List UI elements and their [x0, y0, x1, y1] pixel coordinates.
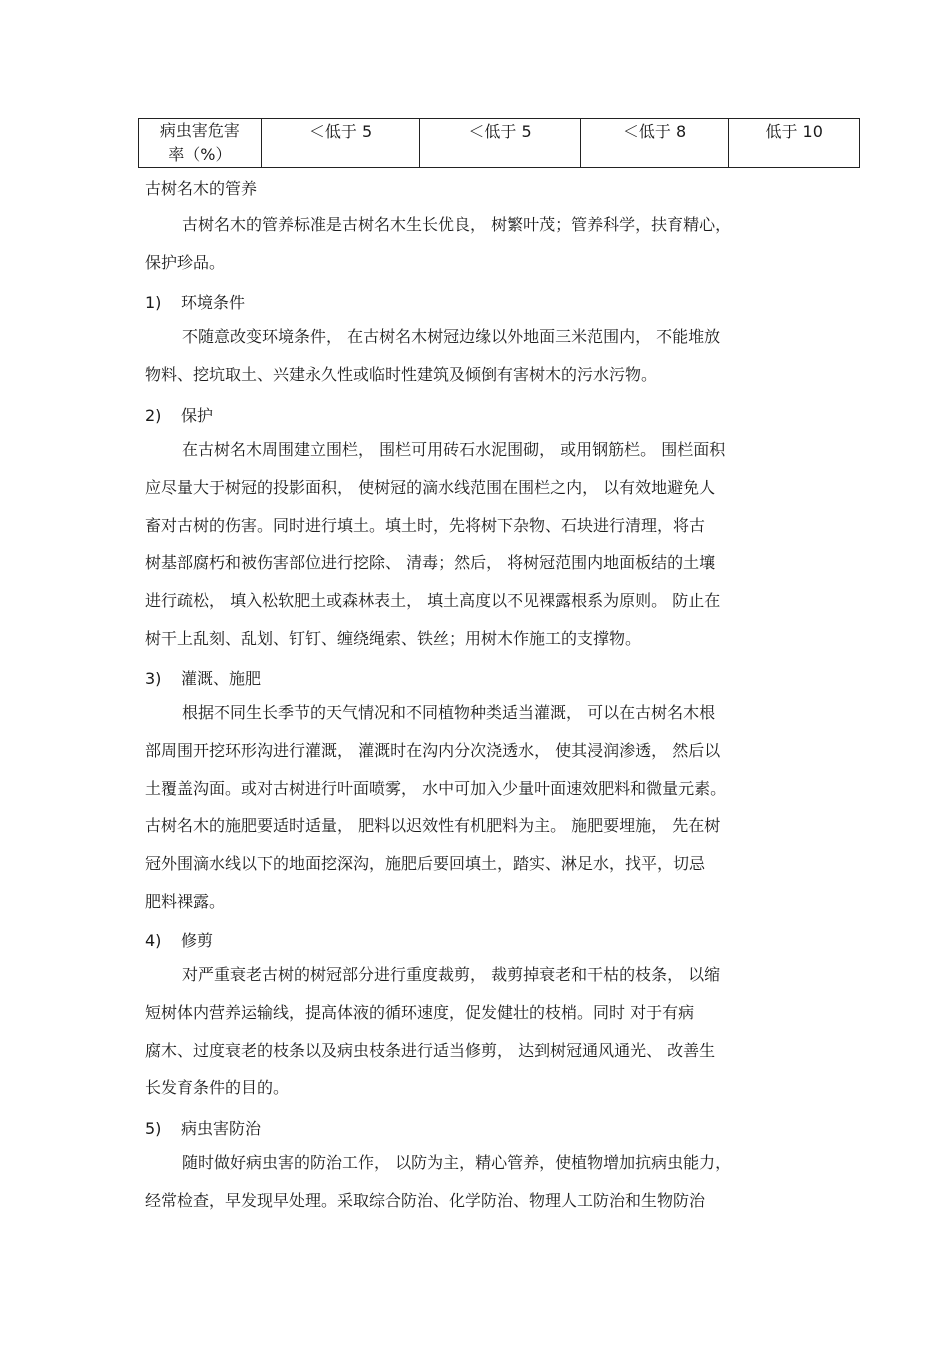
section-heading-text: 灌溉、施肥	[181, 669, 262, 688]
paragraph-line: 不随意改变环境条件， 在古树名木树冠边缘以外地面三米范围内， 不能堆放	[182, 327, 721, 346]
section-heading-text: 病虫害防治	[181, 1119, 262, 1138]
cell-value: ＜低于 5	[468, 122, 532, 141]
paragraph-line: 经常检查，早发现早处理。采取综合防治、化学防治、物理人工防治和生物防治	[145, 1190, 706, 1210]
section-heading-text: 保护	[181, 406, 214, 425]
paragraph-line: 保护珍品。	[145, 252, 226, 272]
table-cell	[729, 119, 860, 168]
section-paragraph-pest-control	[145, 1144, 810, 1220]
section-heading-pruning	[145, 928, 213, 951]
paragraph-line: 进行疏松， 填入松软肥土或森林表土， 填土高度以不见裸露根系为原则。 防止在	[145, 591, 721, 611]
section-number: 1)	[145, 293, 162, 312]
paragraph-line: 树干上乱刻、乱划、钉钉、缠绕绳索、铁丝；用树木作施工的支撑物。	[145, 628, 642, 648]
intro-paragraph	[145, 206, 810, 282]
section-number: 2)	[145, 406, 162, 425]
section-paragraph-protection	[145, 431, 810, 658]
pest-damage-table	[138, 118, 860, 168]
section-number: 5)	[145, 1119, 162, 1138]
paragraph-line: 短树体内营养运输线，提高体液的循环速度，促发健壮的枝梢。同时 对于有病	[145, 1002, 695, 1022]
section-heading-pest-control	[145, 1116, 261, 1139]
table-cell	[420, 119, 581, 168]
table-cell	[261, 119, 420, 168]
paragraph-line: 物料、挖坑取土、兴建永久性或临时性建筑及倾倒有害树木的污水污物。	[145, 364, 658, 384]
section-heading-text: 修剪	[181, 931, 214, 950]
paragraph-line: 畜对古树的伤害。同时进行填土。填土时，先将树下杂物、石块进行清理，将古	[145, 515, 706, 535]
section-heading-environment	[145, 290, 245, 313]
section-number: 3)	[145, 669, 162, 688]
paragraph-line: 长发育条件的目的。	[145, 1078, 290, 1098]
paragraph-line: 在古树名木周围建立围栏， 围栏可用砖石水泥围砌， 或用钢筋栏。 围栏面积	[182, 440, 726, 459]
paragraph-line: 部周围开挖环形沟进行灌溉， 灌溉时在沟内分次浇透水， 使其浸润渗透， 然后以	[145, 740, 721, 760]
paragraph-line: 对严重衰老古树的树冠部分进行重度裁剪， 裁剪掉衰老和干枯的枝条， 以缩	[182, 965, 721, 984]
paragraph-line: 古树名木的管养标准是古树名木生长优良， 树繁叶茂；管养科学，扶育精心，	[182, 215, 732, 234]
paragraph-line: 根据不同生长季节的天气情况和不同植物种类适当灌溉， 可以在古树名木根	[182, 703, 716, 722]
section-heading-protection	[145, 403, 213, 426]
cell-value: 低于 10	[765, 122, 823, 141]
section-paragraph-environment	[145, 318, 810, 394]
table-row	[139, 119, 860, 168]
row-label-line1: 病虫害危害	[159, 121, 240, 140]
paragraph-line: 腐木、过度衰老的枝条以及病虫枝条进行适当修剪， 达到树冠通风通光、 改善生	[145, 1040, 716, 1060]
section-heading-text: 环境条件	[181, 293, 246, 312]
cell-value: ＜低于 5	[308, 122, 373, 141]
table-cell	[580, 119, 729, 168]
section-title: 古树名木的管养	[145, 179, 258, 198]
paragraph-line: 古树名木的施肥要适时适量， 肥料以迟效性有机肥料为主。 施肥要埋施， 先在树	[145, 816, 721, 836]
cell-value: ＜低于 8	[622, 122, 687, 141]
paragraph-line: 土覆盖沟面。或对古树进行叶面喷雾， 水中可加入少量叶面速效肥料和微量元素。	[145, 778, 727, 798]
section-number: 4)	[145, 931, 162, 950]
paragraph-line: 冠外围滴水线以下的地面挖深沟，施肥后要回填土，踏实、淋足水，找平，切忌	[145, 854, 706, 874]
paragraph-line: 应尽量大于树冠的投影面积， 使树冠的滴水线范围在围栏之内， 以有效地避免人	[145, 477, 716, 497]
section-heading-irrigation	[145, 666, 261, 689]
section-paragraph-irrigation	[145, 694, 810, 921]
paragraph-line: 肥料裸露。	[145, 891, 226, 911]
paragraph-line: 随时做好病虫害的防治工作， 以防为主，精心管养，使植物增加抗病虫能力，	[182, 1153, 732, 1172]
row-label-line2: 率（%）	[168, 145, 232, 164]
section-paragraph-pruning	[145, 956, 810, 1107]
row-label-cell	[139, 119, 262, 168]
paragraph-line: 树基部腐朽和被伤害部位进行挖除、 清毒；然后， 将树冠范围内地面板结的土壤	[145, 553, 716, 573]
